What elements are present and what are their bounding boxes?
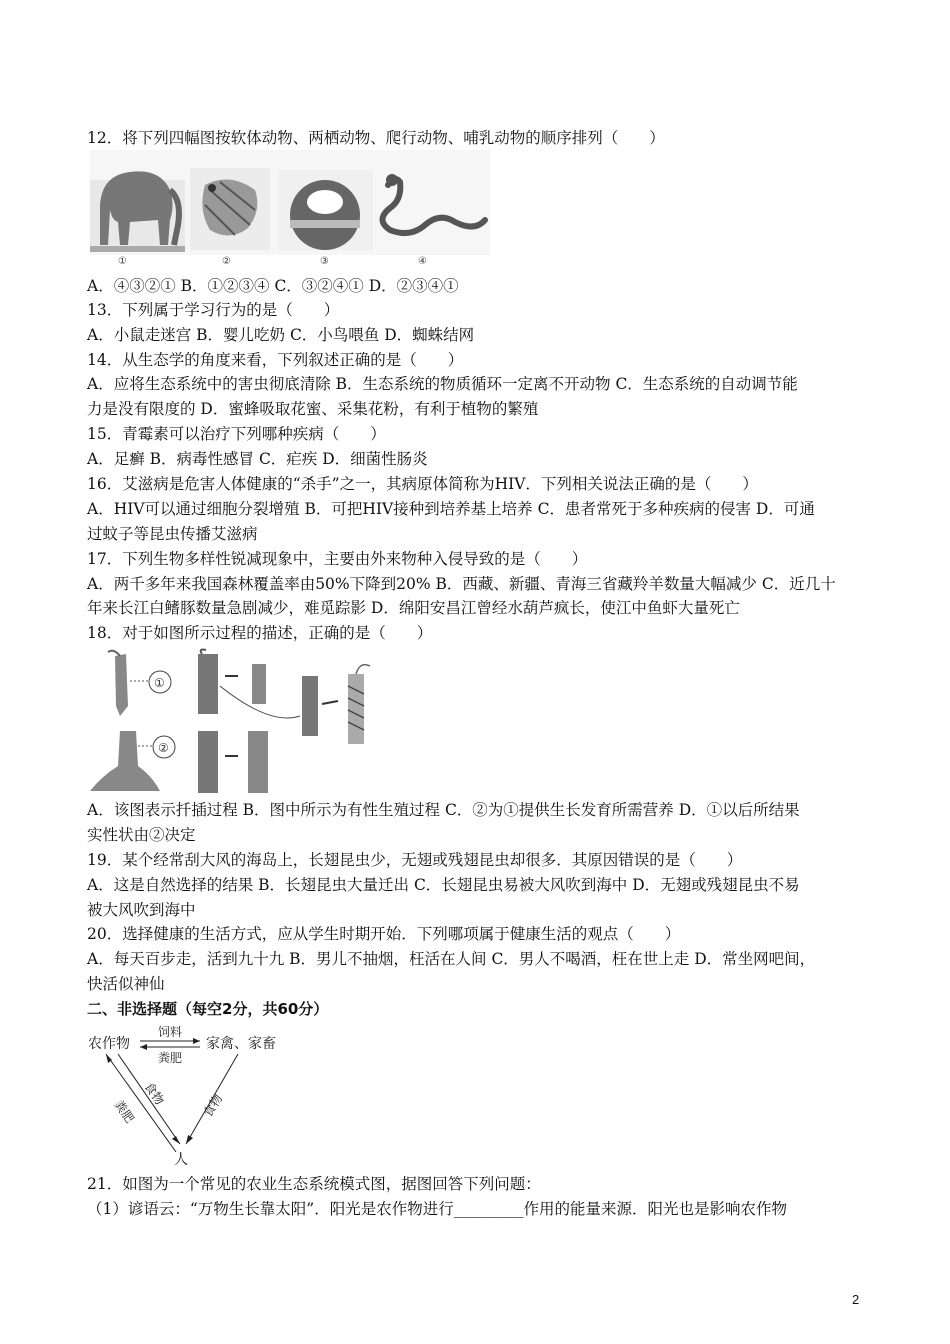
q21-part1: （1）谚语云：“万物生长靠太阳”．阳光是农作物进行_________作用的能量来源．阳光也是影响农作物 [87,1200,787,1218]
node-livestock: 家禽、家畜 [206,1036,276,1052]
node-person: 人 [174,1152,188,1168]
q14-options-line2: 力是没有限度的 D．蜜蜂吸取花蜜、采集花粉，有利于植物的繁殖 [87,400,539,418]
fig12-label-3: ③ [320,256,329,267]
q17-options-line2: 年来长江白鳍豚数量急剧减少，难觅踪影 D．绵阳安昌江曾经水葫芦疯长，使江中鱼虾大量死亡 [87,599,740,617]
q14-stem: 14．从生态学的角度来看，下列叙述正确的是（ ） [87,351,464,369]
fig18-label-2: ② [158,741,169,755]
label-manure-left: 粪肥 [111,1097,137,1126]
q16-options-line2: 过蚊子等昆虫传播艾滋病 [87,525,258,543]
section-heading-non-choice: 二、非选择题（每空2分，共60分） [87,1000,329,1018]
q20-options-line1: A．每天百步走，活到九十九 B．男儿不抽烟，枉活在人间 C．男人不喝酒，枉在世上走 D．常坐网吧间， [87,950,816,968]
q21-stem: 21．如图为一个常见的农业生态系统模式图，据图回答下列问题： [87,1175,541,1193]
q18-options-line2: 实性状由②决定 [87,826,196,844]
q15-options: A．足癣 B．病毒性感冒 C．疟疾 D．细菌性肠炎 [87,450,428,468]
snail-image [278,170,373,250]
scion-image [108,651,128,716]
q18-options-line1: A．该图表示扦插过程 B．图中所示为有性生殖过程 C．②为①提供生长发育所需营养 D．①以后所结果 [87,801,800,819]
q16-stem: 16．艾滋病是危害人体健康的“杀手”之一，其病原体简称为HIV．下列相关说法正确的是（ ） [87,475,758,493]
q17-stem: 17．下列生物多样性锐减现象中，主要由外来物种入侵导致的是（ ） [87,550,588,568]
page-number: 2 [852,1292,860,1307]
q19-options-line1: A．这是自然选择的结果 B．长翅昆虫大量迁出 C．长翅昆虫易被大风吹到海中 D．无翅或残翅昆虫不易 [87,876,800,894]
fig18-label-1: ① [154,676,165,690]
label-feed: 饲料 [158,1025,183,1039]
fig12-label-4: ④ [418,256,427,267]
q16-options-line1: A．HIV可以通过细胞分裂增殖 B．可把HIV接种到培养基上培养 C．患者常死于多种疾病的侵害 D．可通 [87,500,815,518]
q13-stem: 13．下列属于学习行为的是（ ） [87,301,340,319]
q17-options-line1: A．两千多年来我国森林覆盖率由50%下降到20% B．西藏、新疆、青海三省藏羚羊数量大幅减少 C．近几十 [87,575,836,593]
q14-options-line1: A．应将生态系统中的害虫彻底清除 B．生态系统的物质循环一定离不开动物 C．生态系统的自动调节能 [87,375,798,393]
fig12-label-1: ① [118,256,127,267]
label-food-left: 食物 [141,1079,167,1108]
q15-stem: 15．青霉素可以治疗下列哪种疾病（ ） [87,425,386,443]
node-crops: 农作物 [88,1036,130,1052]
q20-stem: 20．选择健康的生活方式，应从学生时期开始．下列哪项属于健康生活的观点（ ） [87,925,681,943]
elephant-image [90,171,185,252]
q18-stem: 18．对于如图所示过程的描述，正确的是（ ） [87,624,433,642]
q19-options-line2: 被大风吹到海中 [87,901,196,919]
label-food-right: 食物 [200,1091,226,1120]
q18-grafting-figure [90,646,390,798]
q20-options-line2: 快活似神仙 [87,975,165,993]
q21-ecosystem-figure [88,1022,308,1168]
frog-image [190,168,270,250]
q19-stem: 19．某个经常刮大风的海岛上，长翅昆虫少，无翅或残翅昆虫却很多．其原因错误的是（ ） [87,851,743,869]
q13-options: A．小鼠走迷宫 B．婴儿吃奶 C．小鸟喂鱼 D．蜘蛛结网 [87,326,475,344]
q12-animal-figure [90,150,490,268]
q12-stem: 12．将下列四幅图按软体动物、两栖动物、爬行动物、哺乳动物的顺序排列（ ） [87,129,665,147]
fig12-label-2: ② [222,256,231,267]
label-manure-top: 粪肥 [158,1051,183,1065]
rootstock-image [90,731,160,791]
q12-options: A．④③②① B．①②③④ C．③②④① D．②③④① [87,277,459,295]
